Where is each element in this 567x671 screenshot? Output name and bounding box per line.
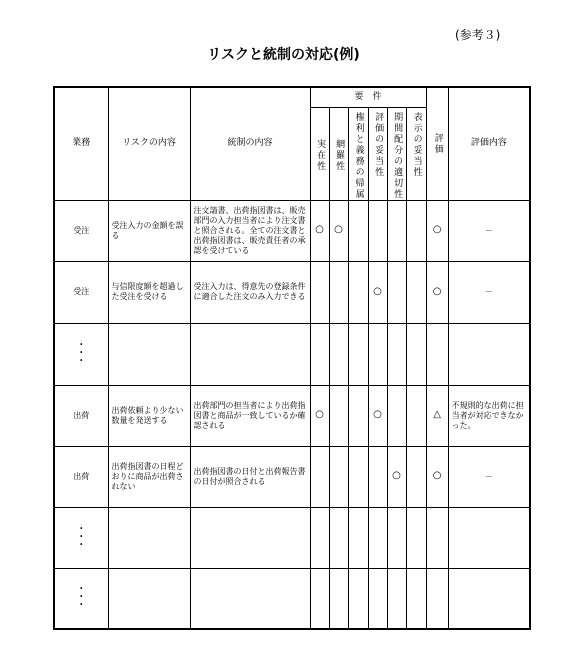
gyomu-cell: 出荷 [54, 385, 108, 446]
mark-jitsuzai: ○ [310, 385, 329, 446]
table-row [54, 385, 530, 446]
mark-hyoka [426, 507, 448, 568]
mark-kenri [348, 261, 368, 323]
mark-mora [329, 507, 348, 568]
header-yoken: 要 件 [310, 87, 426, 107]
mark-kenri [348, 323, 368, 385]
header-hyoji [406, 107, 426, 200]
mark-hyoji [406, 507, 426, 568]
mark-mora [329, 261, 348, 323]
risk-cell: 出荷指図書の日程どおりに商品が出荷されない [108, 446, 190, 507]
mark-hyoka-dato [368, 200, 387, 261]
mark-hyoji [406, 323, 426, 385]
mark-jitsuzai [310, 568, 329, 629]
header-risk: リスクの内容 [108, 87, 190, 200]
tosei-cell [190, 568, 310, 629]
risk-cell [108, 507, 190, 568]
header-hyoka-dato-text: 評価の妥当性 [373, 111, 384, 178]
mark-kikan [387, 507, 406, 568]
mark-hyoji [406, 200, 426, 261]
mark-hyoka-dato [368, 568, 387, 629]
mark-mora [329, 385, 348, 446]
risk-cell: 与信限度額を超過した受注を受ける [108, 261, 190, 323]
mark-mora [329, 446, 348, 507]
mark-kikan [387, 200, 406, 261]
header-hyoka-text: 評価 [432, 132, 443, 155]
ellipsis-cell: ・ ・ ・ [54, 323, 108, 385]
mark-kikan [387, 261, 406, 323]
header-tosei: 統制の内容 [190, 87, 310, 200]
header-kikan-text: 期間配分の適切性 [392, 111, 403, 200]
tosei-cell [190, 507, 310, 568]
mark-jitsuzai [310, 507, 329, 568]
hyoka-naiyo-cell: － [448, 261, 530, 323]
header-gyomu: 業務 [54, 87, 108, 200]
tosei-cell: 注文請書、出荷指図書は、販売部門の入力担当者により注文書と照合される。全ての注文書と出荷指図書は、販売責任者の承認を受けている [190, 200, 310, 261]
header-jitsuzai-text: 実在性 [315, 139, 326, 172]
hyoka-naiyo-cell: － [448, 200, 530, 261]
risk-cell [108, 323, 190, 385]
mark-kikan: ○ [387, 446, 406, 507]
mark-hyoji [406, 261, 426, 323]
mark-mora [329, 323, 348, 385]
mark-hyoka: △ [426, 385, 448, 446]
gyomu-cell: 受注 [54, 261, 108, 323]
mark-kenri [348, 385, 368, 446]
mark-hyoka-dato: ○ [368, 261, 387, 323]
mark-hyoka [426, 568, 448, 629]
mark-hyoka [426, 323, 448, 385]
mark-hyoji [406, 385, 426, 446]
header-kenri [348, 107, 368, 200]
mark-mora: ○ [329, 200, 348, 261]
mark-kikan [387, 568, 406, 629]
gyomu-cell: 出荷 [54, 446, 108, 507]
header-mora-text: 網羅性 [334, 139, 345, 172]
mark-jitsuzai [310, 323, 329, 385]
tosei-cell: 受注入力は、得意先の登録条件に適合した注文のみ入力できる [190, 261, 310, 323]
risk-cell: 出荷依頼より少ない数量を発送する [108, 385, 190, 446]
mark-kenri [348, 446, 368, 507]
table-row [54, 446, 530, 507]
gyomu-cell: 受注 [54, 200, 108, 261]
mark-hyoji [406, 446, 426, 507]
mark-kenri [348, 200, 368, 261]
hyoka-naiyo-cell: 不規則的な出荷に担当者が対応できなかった。 [448, 385, 530, 446]
header-hyoka [426, 87, 448, 200]
tosei-cell [190, 323, 310, 385]
hyoka-naiyo-cell [448, 323, 530, 385]
mark-hyoka: ○ [426, 446, 448, 507]
mark-jitsuzai [310, 261, 329, 323]
header-kikan [387, 107, 406, 200]
hyoka-naiyo-cell [448, 507, 530, 568]
mark-hyoji [406, 568, 426, 629]
ellipsis-cell: ・ ・ ・ [54, 568, 108, 629]
tosei-cell: 出荷指図書の日付と出荷報告書の日付が照合される [190, 446, 310, 507]
risk-cell [108, 568, 190, 629]
mark-hyoka-dato [368, 446, 387, 507]
mark-hyoka-dato [368, 507, 387, 568]
ellipsis-cell: ・ ・ ・ [54, 507, 108, 568]
mark-kikan [387, 385, 406, 446]
mark-kikan [387, 323, 406, 385]
risk-control-table [53, 86, 531, 630]
header-hyoji-text: 表示の妥当性 [411, 111, 422, 178]
tosei-cell: 出荷部門の担当者により出荷指図書と商品が一致しているか確認される [190, 385, 310, 446]
mark-kenri [348, 568, 368, 629]
header-mora [329, 107, 348, 200]
mark-jitsuzai: ○ [310, 200, 329, 261]
header-hyoka-dato [368, 107, 387, 200]
table-row [54, 323, 530, 385]
header-kenri-text: 権利と義務の帰属 [353, 111, 364, 200]
mark-hyoka: ○ [426, 200, 448, 261]
table-row [54, 261, 530, 323]
hyoka-naiyo-cell: － [448, 446, 530, 507]
table-row [54, 568, 530, 629]
mark-hyoka-dato [368, 323, 387, 385]
table-row [54, 507, 530, 568]
mark-hyoka-dato: ○ [368, 385, 387, 446]
table-row [54, 200, 530, 261]
risk-cell: 受注入力の金額を誤る [108, 200, 190, 261]
reference-label: (参考３) [455, 28, 501, 42]
page-title: リスクと統制の対応(例) [207, 47, 360, 63]
mark-mora [329, 568, 348, 629]
mark-kenri [348, 507, 368, 568]
mark-hyoka: ○ [426, 261, 448, 323]
header-jitsuzai [310, 107, 329, 200]
header-hyoka-naiyo: 評価内容 [448, 87, 530, 200]
mark-jitsuzai [310, 446, 329, 507]
hyoka-naiyo-cell [448, 568, 530, 629]
